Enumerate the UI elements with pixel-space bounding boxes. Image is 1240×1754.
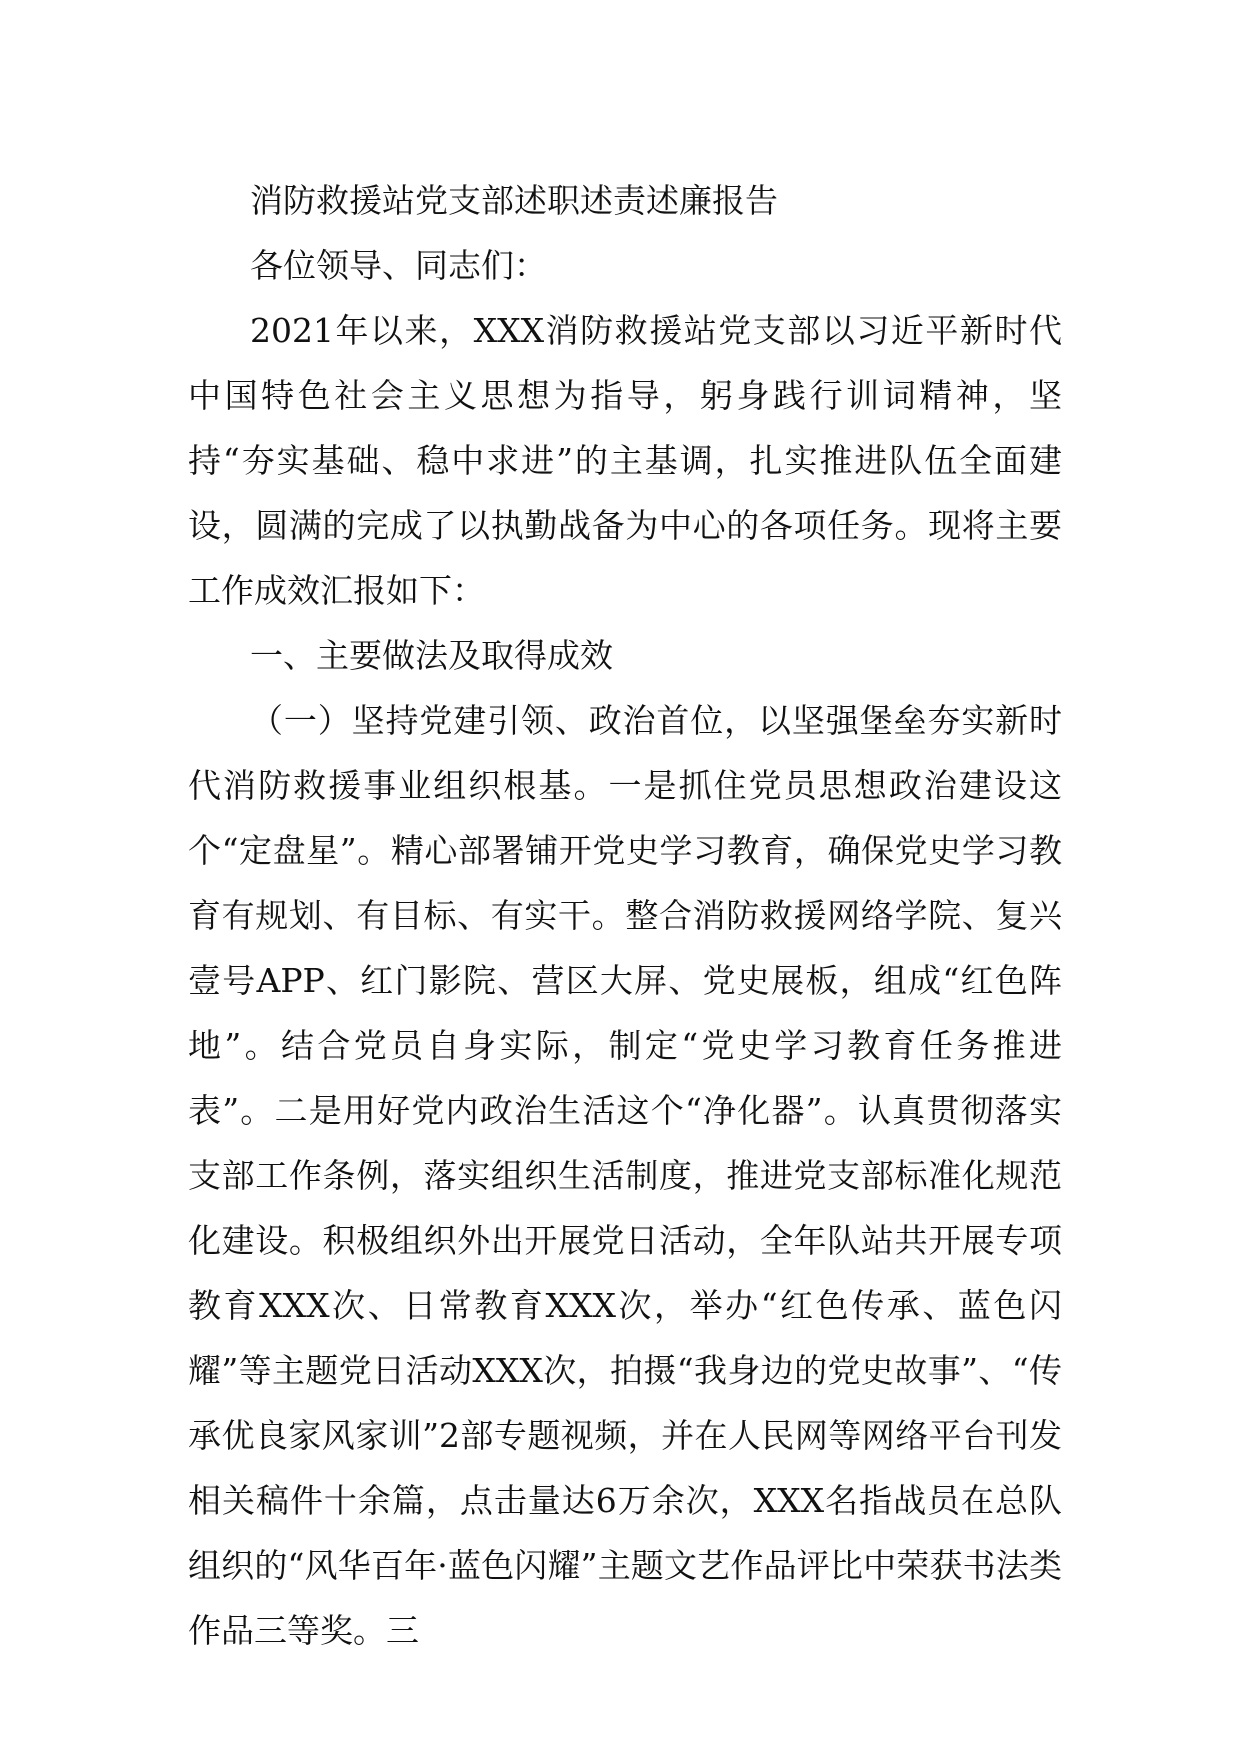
- section-heading: 一、主要做法及取得成效: [250, 636, 613, 675]
- document-title: 消防救援站党支部述职述责述廉报告: [250, 181, 778, 220]
- document-body: [188, 168, 1062, 1663]
- section-body-paragraph: （一）坚持党建引领、政治首位，以坚强堡垒夯实新时代消防救援事业组织根基。一是抓住党员思想政治建设这个“定盘星”。精心部署铺开党史学习教育，确保党史学习教育有规划、有目标、有实干。整合消防救援网络学院、复兴壹号APP、红门影院、营区大屏、党史展板，组成“红色阵地”。结合党员自身实际，制定“党史学习教育任务推进表”。二是用好党内政治生活这个“净化器”。认真贯彻落实支部工作条例，落实组织生活制度，推进党支部标准化规范化建设。积极组织外出开展党日活动，全年队站共开展专项教育XXX次、日常教育XXX次，举办“红色传承、蓝色闪耀”等主题党日活动XXX次，拍摄“我身边的党史故事”、“传承优良家风家训”2部专题视频，并在人民网等网络平台刊发相关稿件十余篇，点击量达6万余次，XXX名指战员在总队组织的“风华百年·蓝色闪耀”主题文艺作品评比中荣获书法类作品三等奖。三: [188, 701, 1062, 1650]
- intro-paragraph: 2021年以来，XXX消防救援站党支部以习近平新时代中国特色社会主义思想为指导，躬身践行训词精神，坚持“夯实基础、稳中求进”的主基调，扎实推进队伍全面建设，圆满的完成了以执勤战备为中心的各项任务。现将主要工作成效汇报如下：: [188, 311, 1062, 610]
- salutation: 各位领导、同志们：: [250, 246, 547, 285]
